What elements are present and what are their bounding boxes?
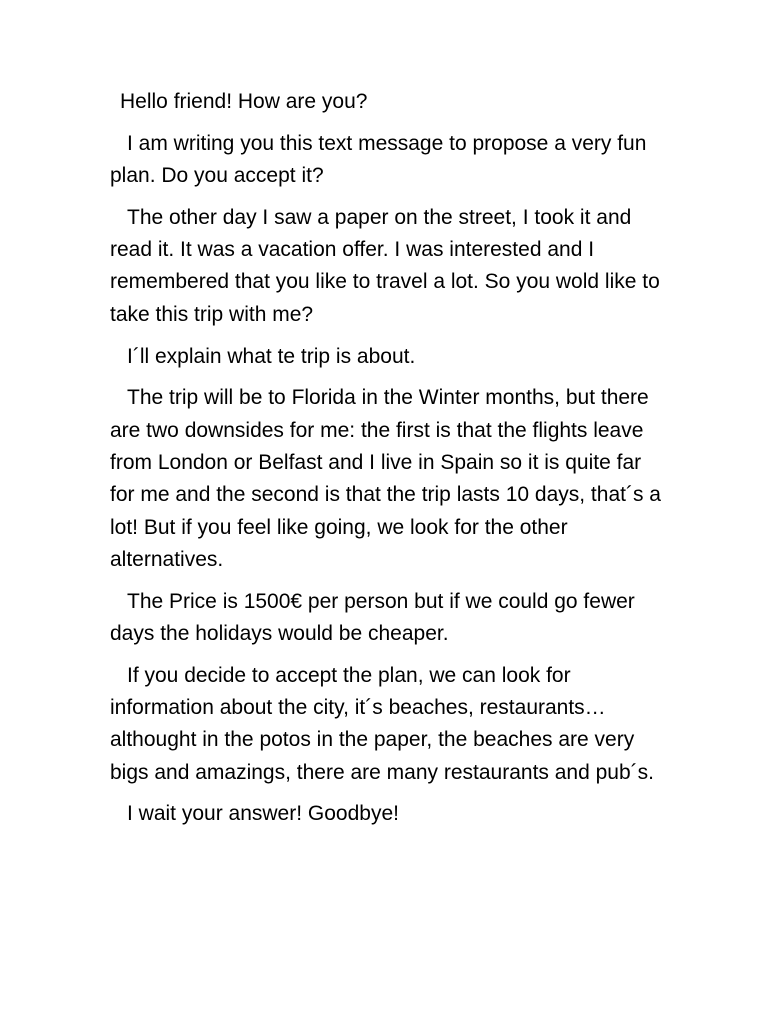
proposal-paragraph: I am writing you this text message to propose a very fun plan. Do you accept it? [110, 131, 647, 188]
explanation-intro-paragraph: I´ll explain what te trip is about. [127, 344, 416, 368]
vacation-offer-paragraph: The other day I saw a paper on the street, I took it and read it. It was a vacation offer. I was interested and I remembered that you like to travel a lot. So you wold like to take this trip with me? [110, 205, 660, 326]
closing-paragraph: I wait your answer! Goodbye! [127, 802, 399, 826]
trip-details-paragraph: The trip will be to Florida in the Winter months, but there are two downsides for me: the first is that the flights leave from London or Belfast and I live in Spain so it is quite far for me and the second is that the trip lasts 10 days, that´s a lot! But if you feel like going, we look for the other alternatives. [110, 386, 661, 571]
information-paragraph: If you decide to accept the plan, we can look for information about the city, it´s beaches, restaurants…althought in the potos in the paper, the beaches are very bigs and amazings, there are many restaurants and pub´s. [110, 663, 654, 784]
price-paragraph: The Price is 1500€ per person but if we could go fewer days the holidays would be cheaper. [110, 589, 635, 645]
greeting-paragraph: Hello friend! How are you? [120, 90, 368, 113]
